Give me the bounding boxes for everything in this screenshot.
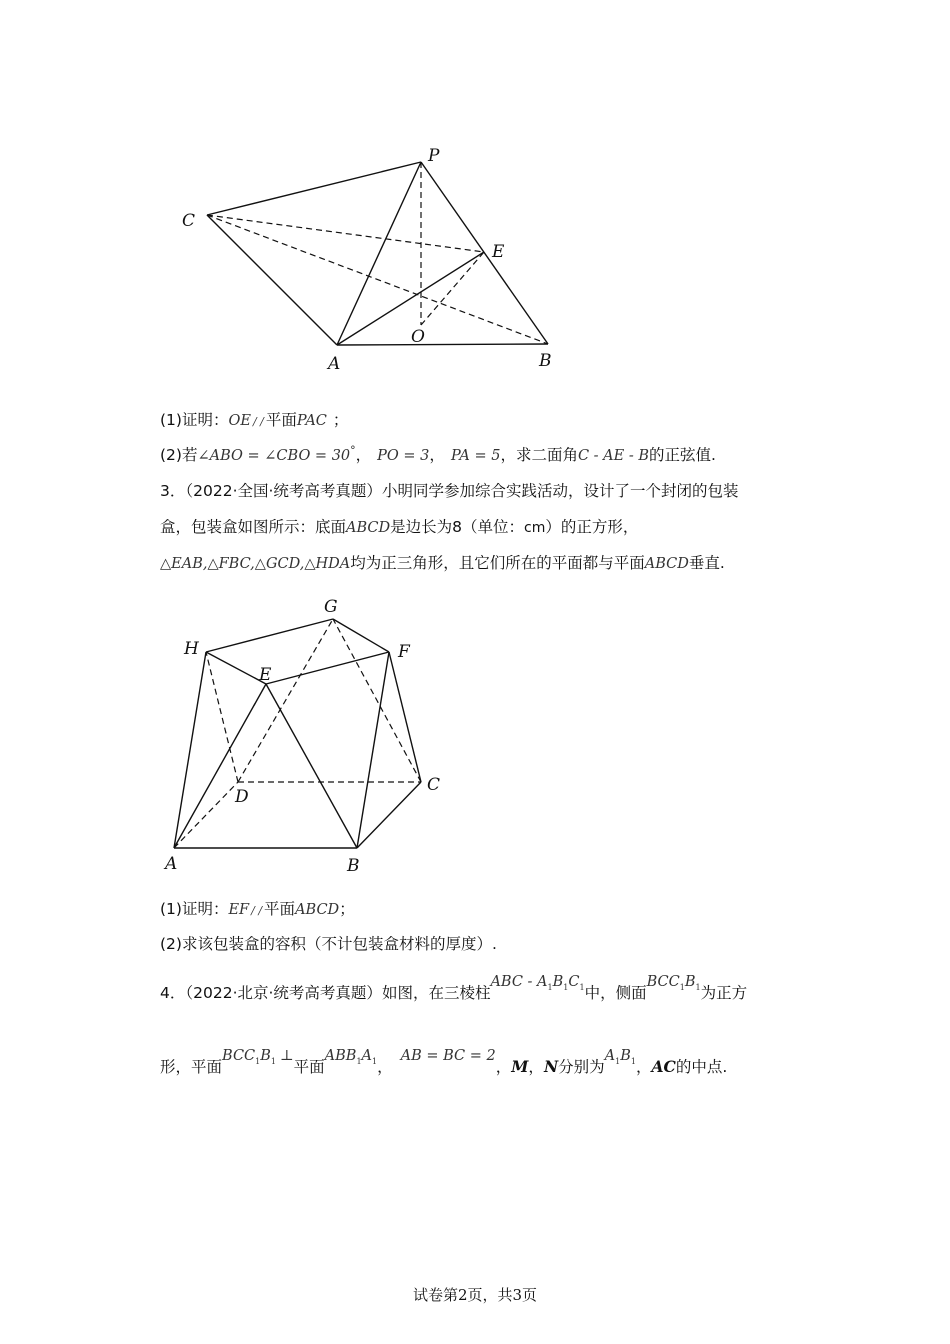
q4-segment <box>605 1048 636 1064</box>
q3-part1-end: ； <box>339 900 355 918</box>
q4-seg-b: B <box>620 1048 631 1064</box>
q4-prism-sub3: 1 <box>579 983 585 992</box>
q2-part2-prefix: (2)若 <box>160 446 198 464</box>
q4-face <box>647 974 701 990</box>
q4-text1b: 中，侧面 <box>584 984 647 1002</box>
label-G: G <box>324 597 338 617</box>
q2-part2: (2)若∠ABO = ∠CBO = 30°， PO = 3， PA = 5，求二面角C - AE - B的正弦值. <box>160 444 716 464</box>
q3-part1-abcd: ABCD <box>295 902 340 918</box>
q4-n: N <box>543 1057 559 1076</box>
q4-plane2-a: ABB <box>324 1048 357 1064</box>
q2-part1-plane: 平面 <box>265 411 297 429</box>
q3-abcd: ABCD <box>346 520 391 536</box>
q4-text2c: 分别为 <box>558 1058 605 1076</box>
q2-part2-end: 的正弦值. <box>649 446 716 464</box>
q2-part2-text: ，求二面角 <box>500 446 578 464</box>
q4-comma2: ， <box>495 1058 512 1076</box>
q4-source: （2022·北京·统考高考真题） <box>185 984 382 1002</box>
q4-comma1: ， <box>377 1058 393 1076</box>
label-C2: C <box>427 775 441 795</box>
q4-comma3: ， <box>635 1058 652 1076</box>
q4-face-sub2: 1 <box>695 983 701 992</box>
q4-text2a: 形，平面 <box>160 1058 223 1076</box>
q2-part2-pa: PA = 5 <box>450 448 501 464</box>
figure-pyramid <box>170 140 590 380</box>
q2-part2-dihedral: C - AE - B <box>577 448 649 464</box>
q4-prism-sub2: 1 <box>563 983 569 992</box>
q3-triangles: △EAB,△FBC,△GCD,△HDA <box>160 556 351 572</box>
q4-prism <box>490 974 584 990</box>
q3-part2 <box>160 934 497 954</box>
q4-line2: 形，平面$BCC_1B_1$ ⊥平面$ABB_1A_1$，AB = BC = 2，M，N分别为$A_1B_1$，AC的中点. <box>160 1048 728 1076</box>
q3-line1 <box>160 481 738 501</box>
q4-seg-a: A <box>604 1048 616 1064</box>
label-E: E <box>492 242 505 262</box>
q4-plane1-sub2: 1 <box>270 1057 276 1066</box>
q2-part1-oe: OE <box>228 413 251 429</box>
q3-source: （2022·全国·统考高考真题） <box>185 482 382 500</box>
q2-part2-degree: ° <box>350 444 356 457</box>
q3-part1 <box>160 899 355 921</box>
q3-unit: cm <box>524 520 546 536</box>
q2-part1-end: ； <box>332 411 349 429</box>
q3-line3 <box>160 553 725 574</box>
q3-text3: 均为正三角形，且它们所在的平面都与平面 <box>350 554 645 572</box>
q4-ac: AC <box>651 1057 676 1076</box>
pyramid-diagram <box>170 140 590 380</box>
q2-part1 <box>160 410 348 432</box>
q4-line1 <box>160 974 748 1006</box>
q3-text3b: 垂直. <box>688 554 725 572</box>
q4-face-b: B <box>684 974 696 990</box>
q4-plane1-b: B <box>260 1048 271 1064</box>
label-D: D <box>235 787 249 807</box>
q3-part1-plane: 平面 <box>264 900 296 918</box>
label-B2: B <box>347 856 360 876</box>
label-C: C <box>182 211 196 231</box>
q3-text1: 小明同学参加综合实践活动，设计了一个封闭的包装 <box>381 482 739 500</box>
q4-face-a: BCC <box>646 974 680 990</box>
q2-part2-angle: ∠ABO = ∠CBO = 30 <box>197 448 351 464</box>
q2-part1-parallel: / / <box>252 415 264 428</box>
q4-m: M <box>511 1057 529 1076</box>
q4-number: 4． <box>160 984 186 1002</box>
label-O: O <box>411 327 425 347</box>
q4-plane2-sub2: 1 <box>372 1057 378 1066</box>
q4-prism-a: ABC - A <box>490 974 548 990</box>
q3-part2-text: (2)求该包装盒的容积（不计包装盒材料的厚度）. <box>160 935 497 953</box>
q3-text2a: 盒，包装盒如图所示：底面 <box>160 518 347 536</box>
q4-prism-b: B <box>552 974 564 990</box>
q3-text2c: ）的正方形， <box>545 518 639 536</box>
q2-part1-pac: PAC <box>296 413 327 429</box>
q2-part1-prefix: (1)证明： <box>160 411 229 429</box>
q4-prism-c: C <box>568 974 580 990</box>
q4-text1c: 为正方 <box>700 984 748 1002</box>
label-F: F <box>398 642 410 662</box>
box-diagram <box>160 592 460 882</box>
q4-perp: ⊥ <box>279 1048 294 1064</box>
q4-seg-sub1: 1 <box>615 1057 621 1066</box>
q4-face-sub1: 1 <box>679 983 685 992</box>
q3-number: 3． <box>160 482 186 500</box>
label-P: P <box>428 146 440 166</box>
q3-part1-ef: EF <box>228 902 250 918</box>
q2-part2-po: PO = 3 <box>377 448 430 464</box>
q4-plane1 <box>222 1048 294 1064</box>
q3-part1-prefix: (1)证明： <box>160 900 229 918</box>
q4-text2d: 的中点. <box>675 1058 728 1076</box>
q3-text2b: 是边长为8（单位： <box>390 518 525 536</box>
q4-ab-bc: AB = BC = 2 <box>400 1048 496 1064</box>
label-B: B <box>539 351 552 371</box>
q4-plane2 <box>325 1048 377 1064</box>
q3-part1-parallel: / / <box>251 904 263 917</box>
q4-plane1-sub1: 1 <box>255 1057 261 1066</box>
label-A2: A <box>165 854 178 874</box>
page-footer: 试卷第2页，共3页 <box>412 1286 538 1304</box>
q4-plane2-sub1: 1 <box>356 1057 362 1066</box>
figure-box <box>160 592 460 882</box>
q4-text1: 如图，在三棱柱 <box>381 984 491 1002</box>
q4-prism-sub1: 1 <box>547 983 553 992</box>
label-E2: E <box>259 665 272 685</box>
q3-line2 <box>160 517 638 538</box>
q4-plane1-a: BCC <box>222 1048 256 1064</box>
q4-plane2-b: A <box>361 1048 373 1064</box>
q3-abcd2: ABCD <box>644 556 689 572</box>
label-H: H <box>184 639 199 659</box>
q4-seg-sub2: 1 <box>630 1057 636 1066</box>
label-A: A <box>328 354 341 374</box>
q4-text2b: 平面 <box>293 1058 325 1076</box>
